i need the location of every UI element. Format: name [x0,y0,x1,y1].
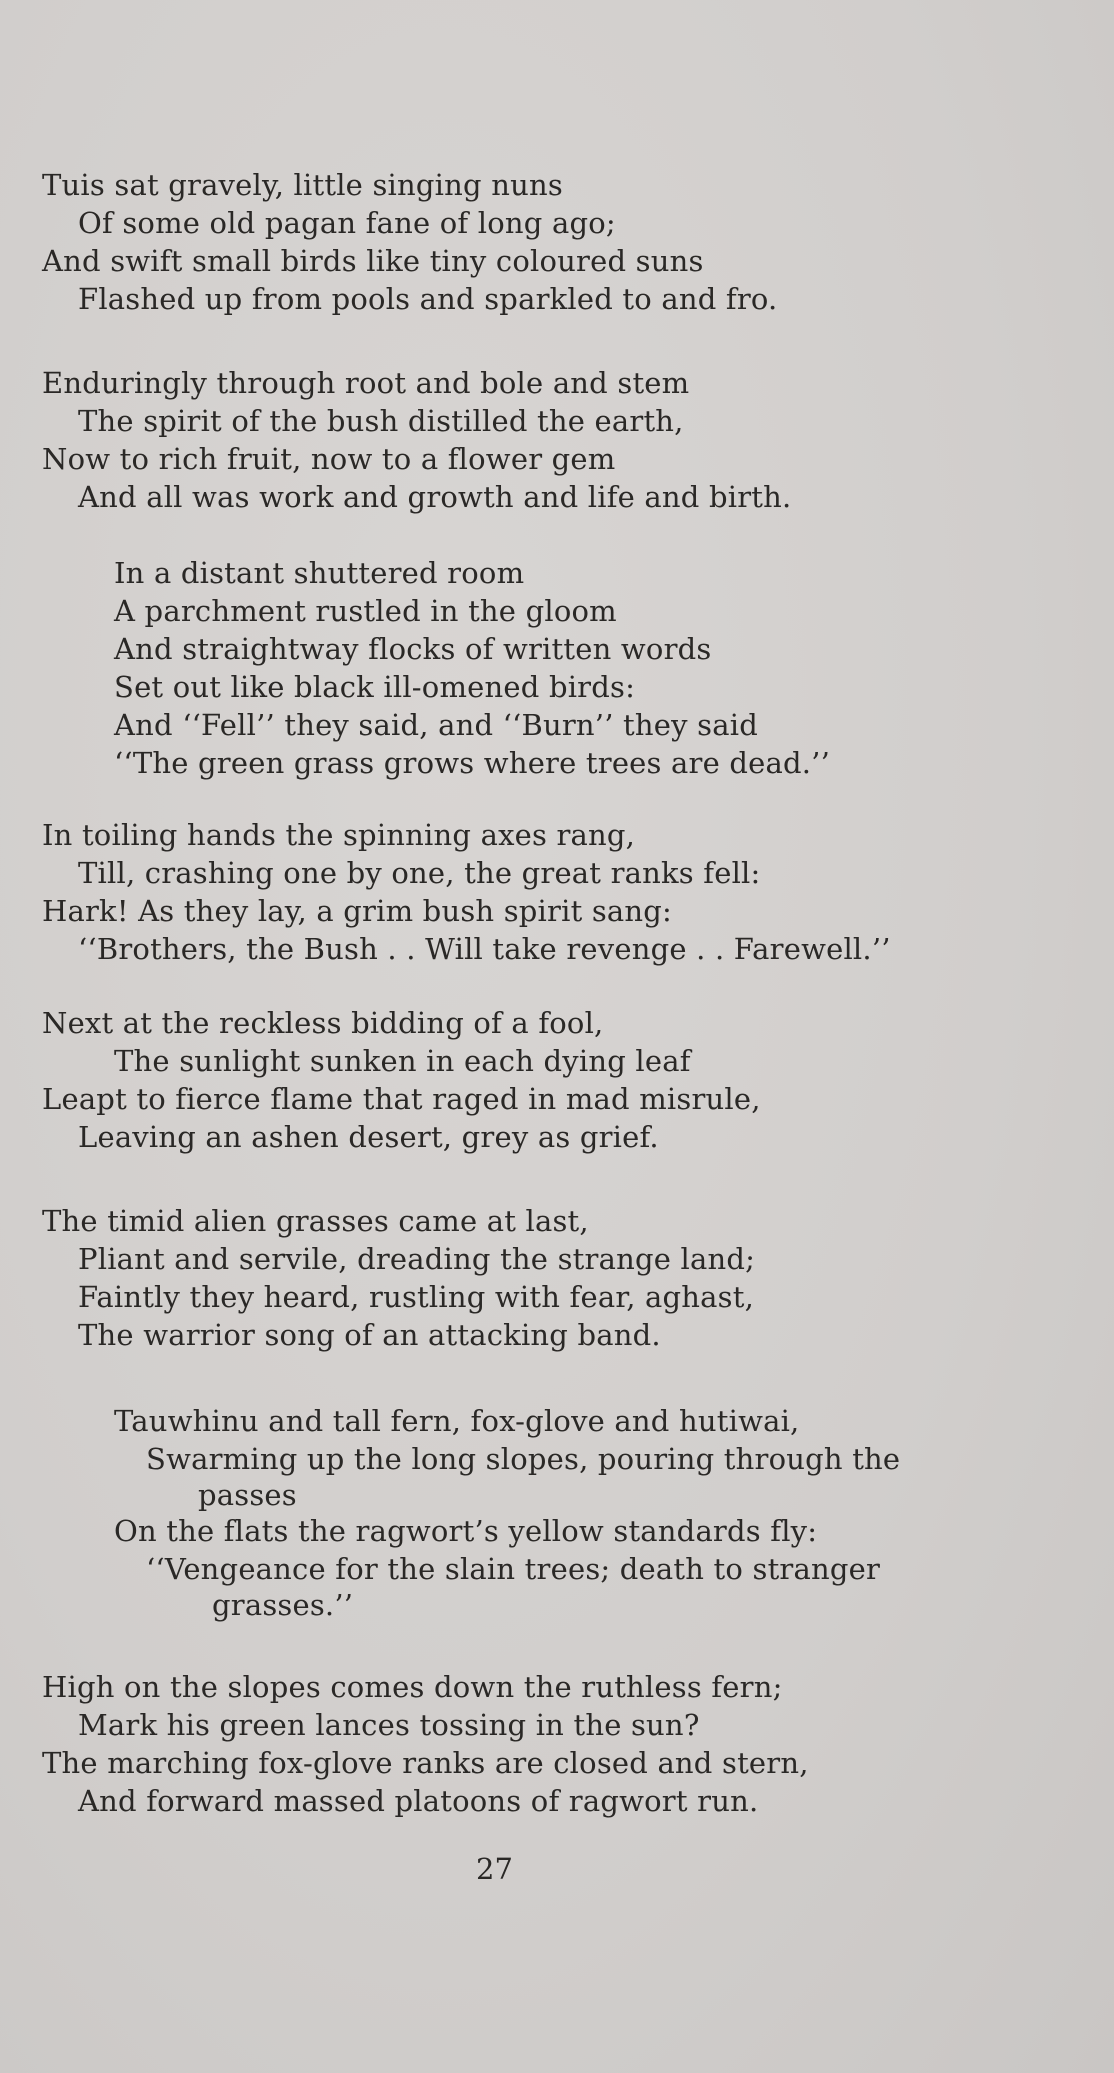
poem-line: passes [198,1478,297,1512]
poem-line: And ‘‘Fell’’ they said, and ‘‘Burn’’ they said [114,708,758,742]
page-number: 27 [476,1852,513,1886]
poem-line: And all was work and growth and life and birth. [78,480,792,514]
poem-line: Tuis sat gravely, little singing nuns [42,168,563,202]
poem-line: Enduringly through root and bole and stem [42,366,690,400]
poem-line: In a distant shuttered room [114,556,525,590]
poem-line: The marching fox-glove ranks are closed and stern, [42,1746,809,1780]
poem-line: Faintly they heard, rustling with fear, aghast, [78,1280,755,1314]
poem-line: Flashed up from pools and sparkled to and fro. [78,282,778,316]
poem-line: Swarming up the long slopes, pouring through the [146,1442,901,1476]
poem-line: In toiling hands the spinning axes rang, [42,818,636,852]
poem-line: Till, crashing one by one, the great ranks fell: [78,856,761,890]
poem-line: High on the slopes comes down the ruthless fern; [42,1670,783,1704]
poem-line: On the flats the ragwort’s yellow standards fly: [114,1514,818,1548]
poem-line: Next at the reckless bidding of a fool, [42,1006,604,1040]
poem-line: Pliant and servile, dreading the strange land; [78,1242,756,1276]
poem-line: The sunlight sunken in each dying leaf [114,1044,691,1078]
poem-line: ‘‘The green grass grows where trees are dead.’’ [114,746,831,780]
poem-line: Tauwhinu and tall fern, fox-glove and hutiwai, [114,1404,800,1438]
poem-line: Mark his green lances tossing in the sun? [78,1708,700,1742]
poem-line: Set out like black ill-omened birds: [114,670,636,704]
poem-line: Leaving an ashen desert, grey as grief. [78,1120,659,1154]
poem-line: The timid alien grasses came at last, [42,1204,589,1238]
poem-line: Leapt to fierce flame that raged in mad misrule, [42,1082,761,1116]
poem-line: grasses.’’ [212,1588,354,1622]
poem-line: The warrior song of an attacking band. [78,1318,661,1352]
poem-line: Of some old pagan fane of long ago; [78,206,616,240]
poem-line: And forward massed platoons of ragwort run. [78,1784,759,1818]
poem-line: ‘‘Vengeance for the slain trees; death to stranger [146,1552,881,1586]
poem-line: Hark! As they lay, a grim bush spirit sang: [42,894,673,928]
poem-line: And swift small birds like tiny coloured suns [42,244,704,278]
poem-line: A parchment rustled in the gloom [114,594,617,628]
poem-line: Now to rich fruit, now to a flower gem [42,442,616,476]
poem-line: The spirit of the bush distilled the earth, [78,404,684,438]
poem-line: ‘‘Brothers, the Bush . . Will take revenge . . Farewell.’’ [78,932,891,966]
poem-line: And straightway flocks of written words [114,632,712,666]
